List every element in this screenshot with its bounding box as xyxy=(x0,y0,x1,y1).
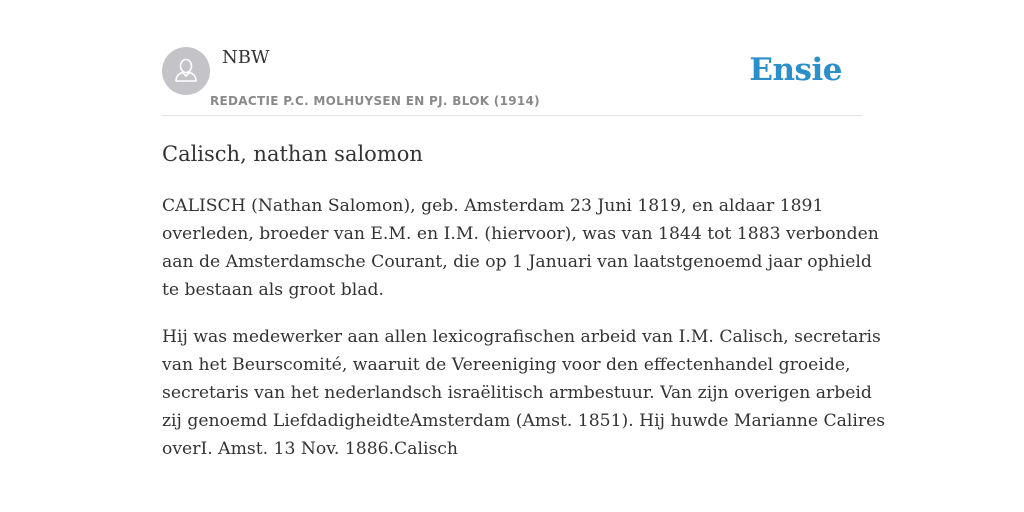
article-header xyxy=(162,46,862,116)
article-paragraph xyxy=(162,192,879,304)
text-line: aan de Amsterdamsche Courant, die op 1 Januari van laatstgenoemd jaar ophield xyxy=(162,252,872,272)
text-line: overI. Amst. 13 Nov. 1886.Calisch xyxy=(162,439,458,459)
text-line: zij genoemd LiefdadigheidteAmsterdam (Amst. 1851). Hij huwde Marianne Calires xyxy=(162,411,886,431)
text-line: Hij was medewerker aan allen lexicografischen arbeid van I.M. Calisch, secretaris xyxy=(162,327,881,347)
text-line: CALISCH (Nathan Salomon), geb. Amsterdam 23 Juni 1819, en aldaar 1891 xyxy=(162,196,824,216)
article-paragraph xyxy=(162,323,886,463)
user-silhouette-icon[interactable] xyxy=(162,47,210,95)
text-line: te bestaan als groot blad. xyxy=(162,280,384,300)
article-body xyxy=(162,192,886,482)
article-title: Calisch, nathan salomon xyxy=(162,142,423,166)
site-logo[interactable]: Ensie xyxy=(749,52,842,88)
author-name[interactable]: NBW xyxy=(222,47,270,68)
article-page xyxy=(162,0,886,512)
text-line: van het Beurscomité, waaruit de Vereeniging voor den effectenhandel groeide, xyxy=(162,355,851,375)
text-line: secretaris van het nederlandsch israëlitisch armbestuur. Van zijn overigen arbeid xyxy=(162,383,872,403)
source-credit: REDACTIE P.C. MOLHUYSEN EN PJ. BLOK (1914) xyxy=(210,94,540,108)
text-line: overleden, broeder van E.M. en I.M. (hiervoor), was van 1844 tot 1883 verbonden xyxy=(162,224,879,244)
